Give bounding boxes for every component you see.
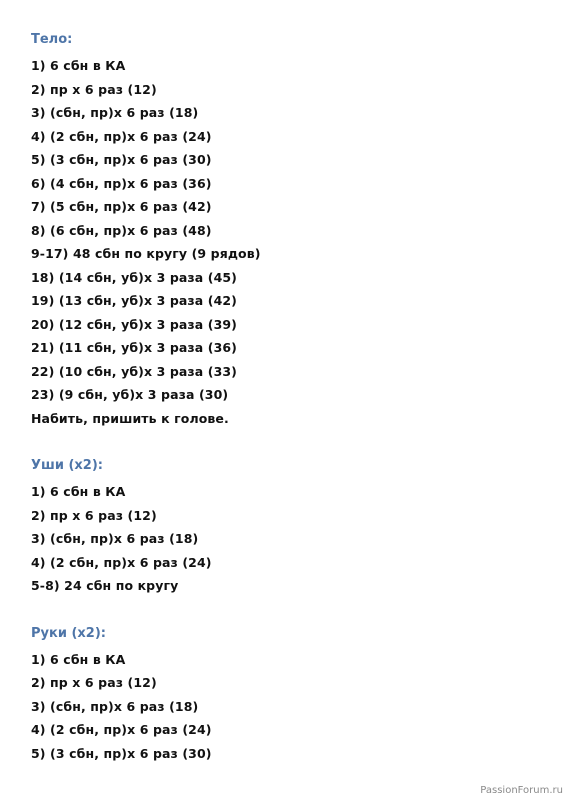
- section-ears: [31, 456, 551, 598]
- section-title-arms: Руки (х2):: [31, 625, 106, 641]
- watermark: PassionForum.ru: [480, 785, 563, 796]
- section-title-ears: Уши (х2):: [31, 458, 103, 473]
- document-page: [31, 30, 551, 765]
- pattern-line: 2) пр х 6 раз (12): [31, 675, 157, 690]
- pattern-line: 5-8) 24 сбн по кругу: [31, 578, 179, 593]
- pattern-line: 21) (11 сбн, уб)х 3 раза (36): [31, 340, 238, 355]
- section-spacer: [31, 430, 551, 456]
- pattern-line: 4) (2 сбн, пр)х 6 раз (24): [31, 128, 212, 144]
- pattern-line: 23) (9 сбн, уб)х 3 раза (30): [31, 387, 229, 402]
- pattern-line: 7) (5 сбн, пр)х 6 раз (42): [31, 199, 212, 214]
- pattern-line: 19) (13 сбн, уб)х 3 раза (42): [31, 293, 238, 308]
- pattern-line: 2) пр х 6 раз (12): [31, 507, 157, 523]
- pattern-line: 2) пр х 6 раз (12): [31, 81, 157, 97]
- pattern-line: Набить, пришить к голове.: [31, 410, 229, 426]
- pattern-line: 1) 6 сбн в КА: [31, 484, 126, 499]
- section-spacer: [31, 598, 551, 624]
- pattern-line: 3) (сбн, пр)х 6 раз (18): [31, 531, 199, 546]
- pattern-line: 3) (сбн, пр)х 6 раз (18): [31, 698, 199, 714]
- section-body: [31, 30, 551, 430]
- pattern-line: 5) (3 сбн, пр)х 6 раз (30): [31, 745, 212, 761]
- pattern-line: 4) (2 сбн, пр)х 6 раз (24): [31, 722, 212, 737]
- pattern-line: 18) (14 сбн, уб)х 3 раза (45): [31, 269, 238, 285]
- pattern-line: 4) (2 сбн, пр)х 6 раз (24): [31, 554, 212, 570]
- pattern-line: 1) 6 сбн в КА: [31, 58, 126, 73]
- pattern-line: 20) (12 сбн, уб)х 3 раза (39): [31, 316, 238, 332]
- section-title-body: Тело:: [31, 32, 73, 47]
- pattern-line: 5) (3 сбн, пр)х 6 раз (30): [31, 152, 212, 167]
- pattern-line: 3) (сбн, пр)х 6 раз (18): [31, 105, 199, 120]
- pattern-line: 1) 6 сбн в КА: [31, 651, 126, 667]
- pattern-line: 8) (6 сбн, пр)х 6 раз (48): [31, 222, 212, 238]
- pattern-line: 22) (10 сбн, уб)х 3 раза (33): [31, 363, 238, 379]
- pattern-line: 6) (4 сбн, пр)х 6 раз (36): [31, 175, 212, 191]
- pattern-line: 9-17) 48 сбн по кругу (9 рядов): [31, 246, 261, 261]
- section-arms: [31, 624, 551, 766]
